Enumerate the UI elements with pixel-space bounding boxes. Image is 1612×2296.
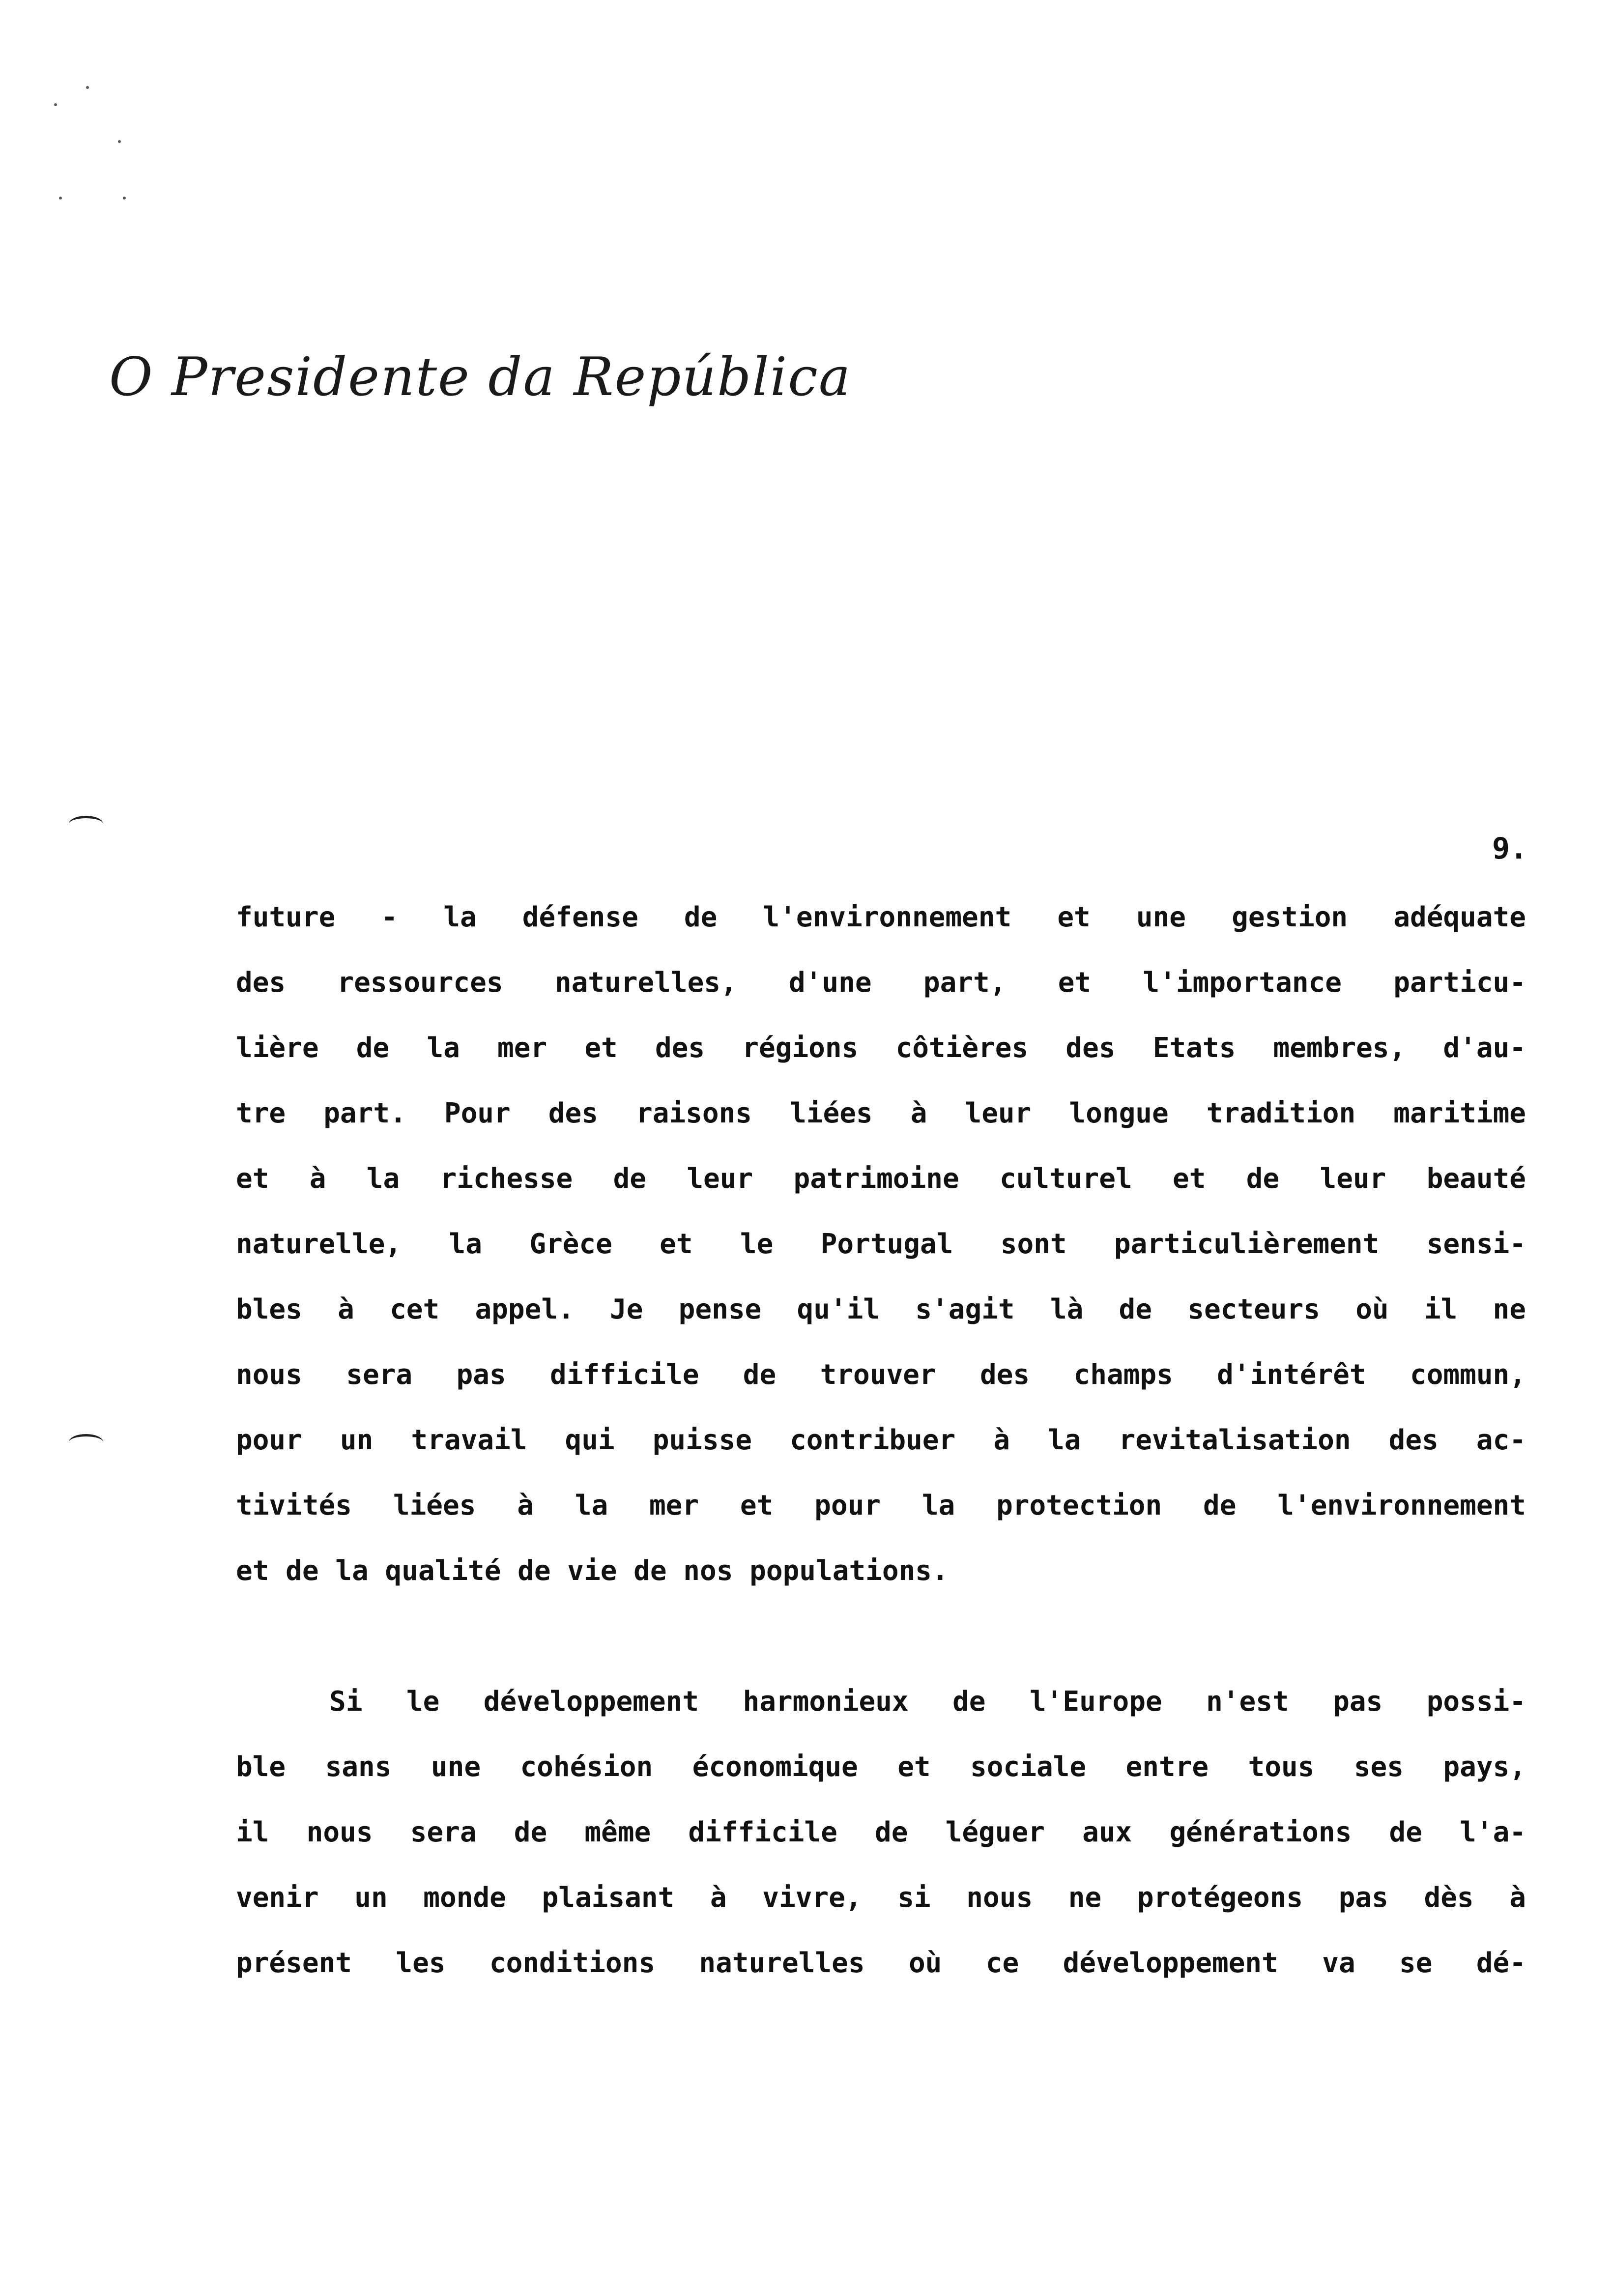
page-number: 9. [1492, 832, 1528, 866]
letterhead: O Presidente da República [109, 346, 852, 408]
scan-speck [59, 197, 62, 200]
text-line: présent les conditions naturelles où ce développement va se dé- [236, 1947, 1526, 1979]
text-line: bles à cet appel. Je pense qu'il s'agit là de secteurs où il ne [236, 1293, 1526, 1325]
text-line: et à la richesse de leur patrimoine culturel et de leur beauté [236, 1163, 1526, 1195]
text-line: tivités liées à la mer et pour la protection de l'environnement [236, 1490, 1526, 1521]
text-line: et de la qualité de vie de nos populations. [236, 1555, 949, 1587]
paragraph-1 [236, 885, 1526, 1604]
scan-speck [118, 140, 121, 143]
text-line: ble sans une cohésion économique et sociale entre tous ses pays, [236, 1751, 1526, 1783]
scan-speck [86, 86, 89, 89]
margin-mark [69, 1434, 103, 1450]
text-line: lière de la mer et des régions côtières des Etats membres, d'au- [236, 1032, 1526, 1064]
text-line: tre part. Pour des raisons liées à leur longue tradition maritime [236, 1097, 1526, 1129]
text-line: naturelle, la Grèce et le Portugal sont particulièrement sensi- [236, 1228, 1526, 1260]
scan-speck [123, 197, 126, 200]
text-line: venir un monde plaisant à vivre, si nous ne protégeons pas dès à [236, 1882, 1526, 1914]
text-line: des ressources naturelles, d'une part, et l'importance particu- [236, 967, 1526, 999]
text-line: nous sera pas difficile de trouver des champs d'intérêt commun, [236, 1359, 1526, 1391]
paragraph-2 [236, 1669, 1526, 1996]
text-line: future - la défense de l'environnement et une gestion adéquate [236, 901, 1526, 933]
margin-mark [69, 816, 103, 832]
scan-speck [54, 103, 57, 106]
text-line: il nous sera de même difficile de léguer aux générations de l'a- [236, 1816, 1526, 1848]
text-line: pour un travail qui puisse contribuer à la revitalisation des ac- [236, 1424, 1526, 1456]
text-line: Si le développement harmonieux de l'Europe n'est pas possi- [329, 1686, 1526, 1718]
